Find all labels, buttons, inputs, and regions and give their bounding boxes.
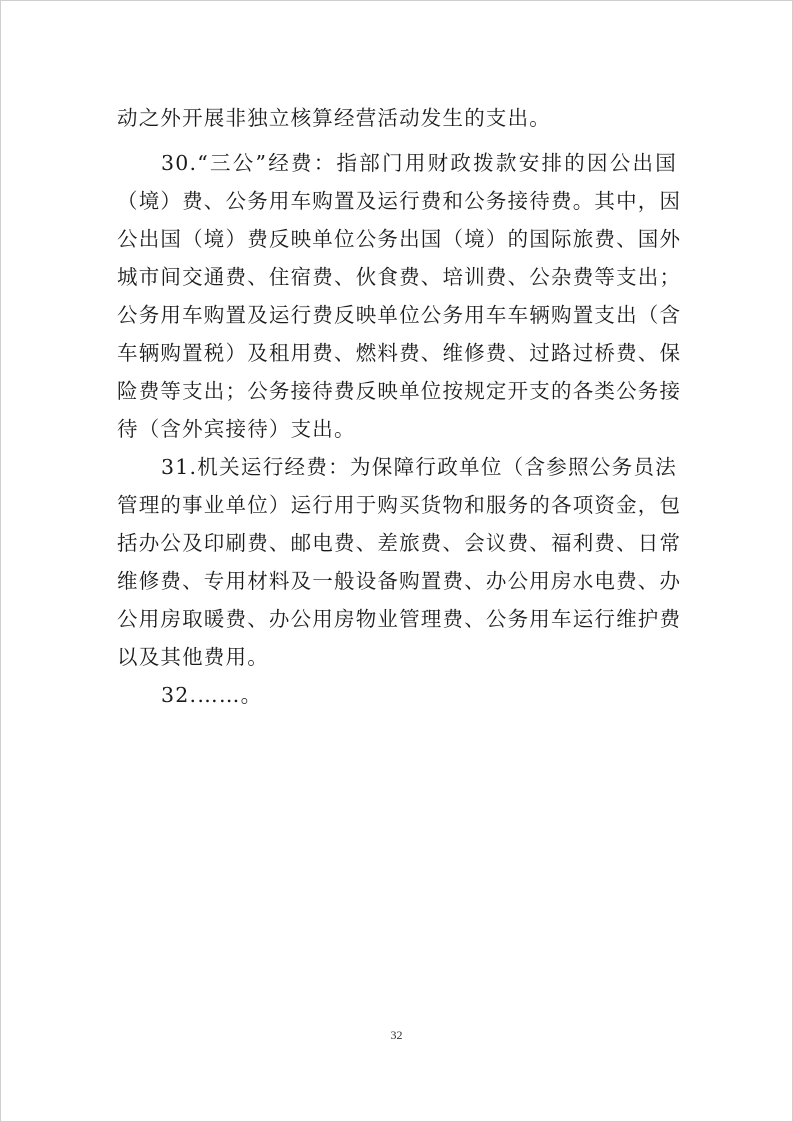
paragraph-31-line: 31.机关运行经费：为保障行政单位（含参照公务员法 xyxy=(161,455,677,479)
paragraph-30-line: 车辆购置税）及租用费、燃料费、维修费、过路过桥费、保 xyxy=(117,341,682,365)
paragraph-30-line: 险费等支出；公务接待费反映单位按规定开支的各类公务接 xyxy=(117,379,682,403)
paragraph-31-line: 管理的事业单位）运行用于购买货物和服务的各项资金，包 xyxy=(117,493,682,517)
paragraph-31-line: 公用房取暖费、办公用房物业管理费、公务用车运行维护费 xyxy=(117,607,682,631)
paragraph-30-line: （境）费、公务用车购置及运行费和公务接待费。其中，因 xyxy=(117,189,682,213)
paragraph-31-line: 维修费、专用材料及一般设备购置费、办公用房水电费、办 xyxy=(117,569,682,593)
paragraph-30-line: 公出国（境）费反映单位公务出国（境）的国际旅费、国外 xyxy=(117,227,682,251)
paragraph-31-line: 以及其他费用。 xyxy=(117,645,269,669)
paragraph-30-line: 待（含外宾接待）支出。 xyxy=(117,417,356,441)
paragraph-30-line: 30.“三公”经费：指部门用财政拨款安排的因公出国 xyxy=(161,151,677,175)
paragraph-31-line: 括办公及印刷费、邮电费、差旅费、会议费、福利费、日常 xyxy=(117,531,682,555)
paragraph-30-line: 公务用车购置及运行费反映单位公务用车车辆购置支出（含 xyxy=(117,303,682,327)
paragraph-30-line: 城市间交通费、住宿费、伙食费、培训费、公杂费等支出； xyxy=(117,265,682,289)
paragraph-line: 动之外开展非独立核算经营活动发生的支出。 xyxy=(117,106,551,130)
page-number: 32 xyxy=(390,1028,403,1042)
paragraph-32-line: 32.……。 xyxy=(161,683,263,707)
